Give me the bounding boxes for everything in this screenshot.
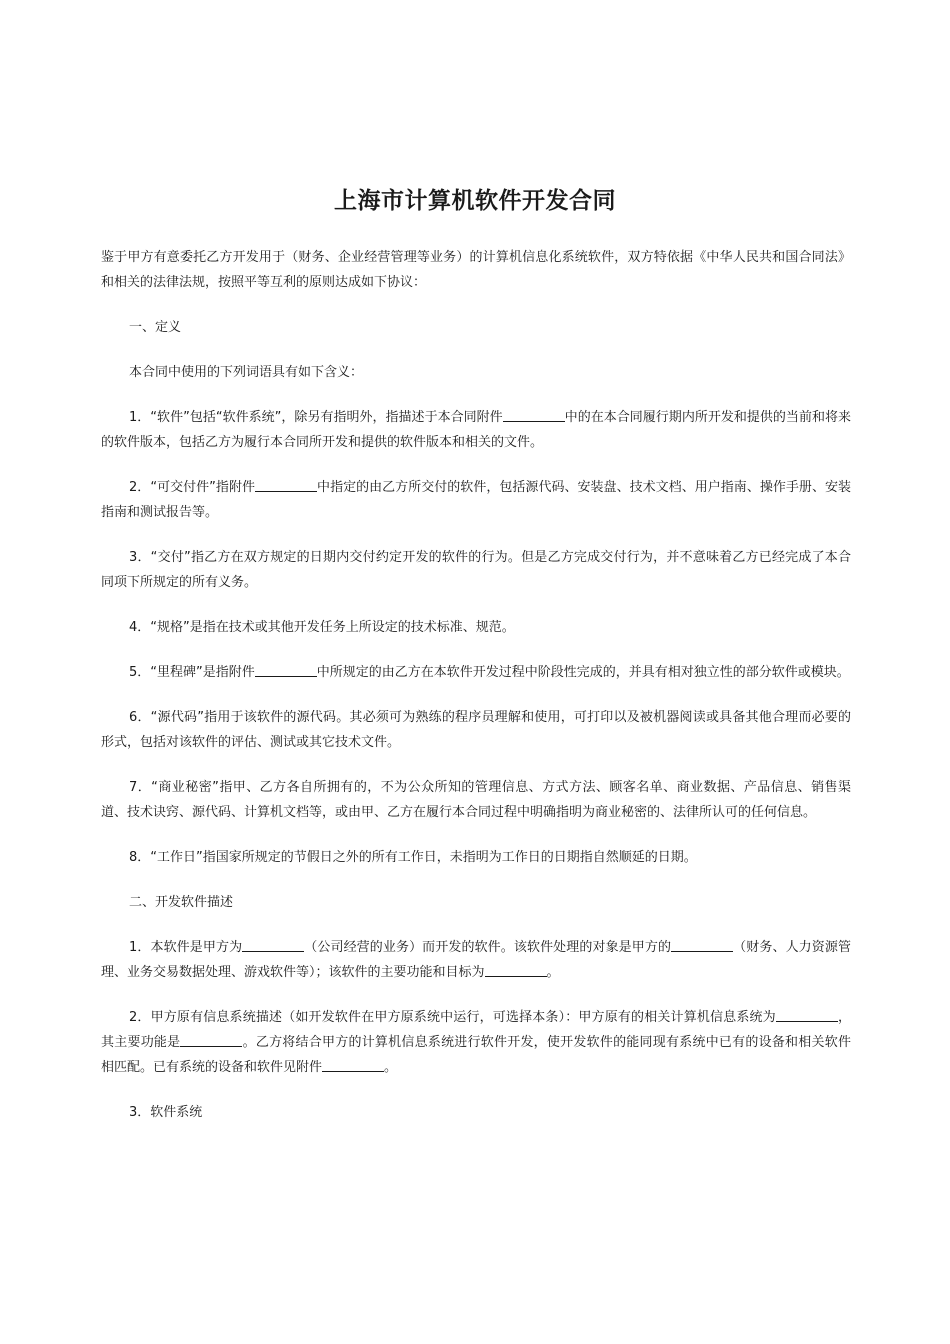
definition-item-5: 5．“里程碑”是指附件 中所规定的由乙方在本软件开发过程中阶段性完成的，并具有相对独立性的部分软件或模块。 — [101, 660, 851, 685]
fill-in-blank — [485, 962, 547, 977]
definition-item-4: 4．“规格”是指在技术或其他开发任务上所设定的技术标准、规范。 — [129, 620, 515, 635]
document-body — [101, 245, 851, 1145]
section1-heading: 一、定义 — [129, 320, 182, 335]
definition-item-3: 3．“交付”指乙方在双方规定的日期内交付约定开发的软件的行为。但是乙方完成交付行为，并不意味着乙方已经完成了本合同项下所规定的所有义务。 — [101, 550, 851, 590]
description-item-3: 3．软件系统 — [129, 1105, 203, 1120]
definition-item-7: 7．“商业秘密”指甲、乙方各自所拥有的，不为公众所知的管理信息、方式方法、顾客名单、商业数据、产品信息、销售渠道、技术诀窍、源代码、计算机文档等，或由甲、乙方在履行本合同过程中明确指明为商业秘密的、法律所认可的任何信息。 — [101, 780, 851, 820]
section2-heading: 二、开发软件描述 — [129, 895, 234, 910]
fill-in-blank — [503, 407, 565, 422]
description-item-2: 2．甲方原有信息系统描述（如开发软件在甲方原系统中运行，可选择本条）：甲方原有的相关计算机信息系统为 ，其主要功能是 。乙方将结合甲方的计算机信息系统进行软件开发，使开发软件的能同现有系统中已有的设备和相关软件相匹配。已有系统的设备和软件见附件 。 — [101, 1005, 851, 1080]
fill-in-blank — [322, 1057, 384, 1072]
fill-in-blank — [255, 477, 317, 492]
fill-in-blank — [242, 937, 304, 952]
section1-lead: 本合同中使用的下列词语具有如下含义： — [129, 365, 364, 380]
definition-item-6: 6．“源代码”指用于该软件的源代码。其必须可为熟练的程序员理解和使用，可打印以及被机器阅读或具备其他合理而必要的形式，包括对该软件的评估、测试或其它技术文件。 — [101, 710, 851, 750]
definition-item-1: 1．“软件”包括“软件系统”，除另有指明外，指描述于本合同附件 中的在本合同履行期内所开发和提供的当前和将来的软件版本，包括乙方为履行本合同所开发和提供的软件版本和相关的文件。 — [101, 405, 851, 455]
fill-in-blank — [671, 937, 733, 952]
fill-in-blank — [180, 1032, 242, 1047]
fill-in-blank — [776, 1007, 838, 1022]
definition-item-2: 2．“可交付件”指附件 中指定的由乙方所交付的软件，包括源代码、安装盘、技术文档、用户指南、操作手册、安装指南和测试报告等。 — [101, 475, 851, 525]
fill-in-blank — [255, 662, 317, 677]
intro-paragraph: 鉴于甲方有意委托乙方开发用于（财务、企业经营管理等业务）的计算机信息化系统软件，双方特依据《中华人民共和国合同法》和相关的法律法规，按照平等互利的原则达成如下协议： — [101, 250, 851, 290]
description-item-1: 1．本软件是甲方为 （公司经营的业务）而开发的软件。该软件处理的对象是甲方的 （财务、人力资源管理、业务交易数据处理、游戏软件等）；该软件的主要功能和目标为 。 — [101, 935, 851, 985]
document-title: 上海市计算机软件开发合同 — [334, 188, 616, 214]
definition-item-8: 8．“工作日”指国家所规定的节假日之外的所有工作日，未指明为工作日的日期指自然顺延的日期。 — [129, 850, 697, 865]
